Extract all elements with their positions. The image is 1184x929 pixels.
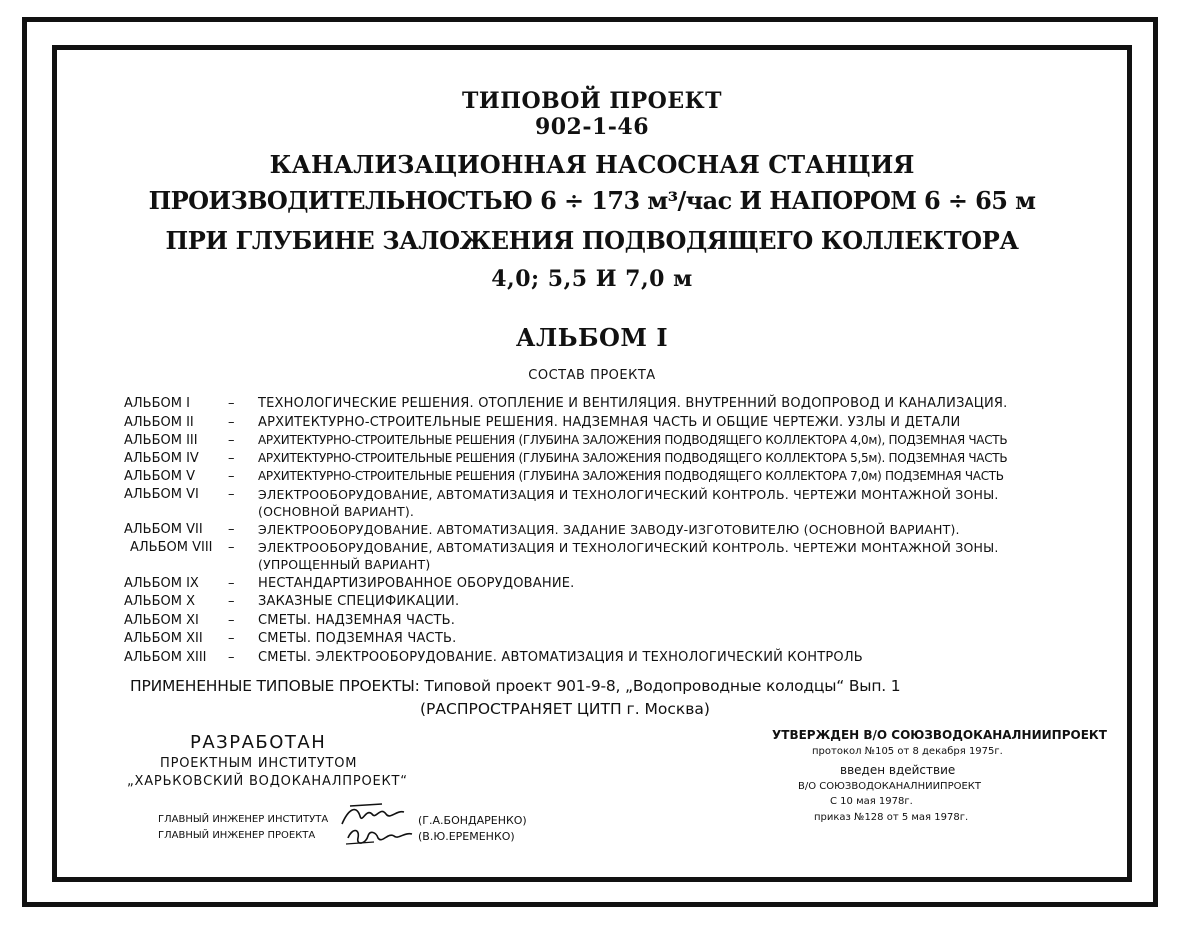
album-code: АЛЬБОМ IX	[124, 576, 199, 591]
album-description: АРХИТЕКТУРНО-СТРОИТЕЛЬНЫЕ РЕШЕНИЯ (ГЛУБИНА ЗАЛОЖЕНИЯ ПОДВОДЯЩЕГО КОЛЛЕКТОРА 4,0м), ПОДЗЕМНАЯ ЧАСТЬ	[258, 433, 1008, 447]
album-code: АЛЬБОМ XI	[124, 613, 199, 628]
album-description: НЕСТАНДАРТИЗИРОВАННОЕ ОБОРУДОВАНИЕ.	[258, 576, 575, 591]
album-description: СМЕТЫ. НАДЗЕМНАЯ ЧАСТЬ.	[258, 613, 456, 628]
album-description: ЭЛЕКТРООБОРУДОВАНИЕ, АВТОМАТИЗАЦИЯ И ТЕХНОЛОГИЧЕСКИЙ КОНТРОЛЬ. ЧЕРТЕЖИ МОНТАЖНОЙ ЗОНЫ.	[258, 540, 999, 555]
project-number: 902-1-46	[534, 114, 650, 140]
album-dash: –	[228, 487, 235, 502]
developed-institute: „ХАРЬКОВСКИЙ ВОДОКАНАЛПРОЕКТ“	[127, 774, 408, 789]
album-code: АЛЬБОМ VI	[124, 487, 199, 502]
album-description: АРХИТЕКТУРНО-СТРОИТЕЛЬНЫЕ РЕШЕНИЯ (ГЛУБИНА ЗАЛОЖЕНИЯ ПОДВОДЯЩЕГО КОЛЛЕКТОРА 7,0м) ПОДЗЕМНАЯ ЧАСТЬ	[258, 469, 1004, 483]
album-description-cont: (УПРОЩЕННЫЙ ВАРИАНТ)	[258, 557, 431, 572]
album-description-cont: (ОСНОВНОЙ ВАРИАНТ).	[258, 504, 415, 519]
signature-eremenko	[344, 822, 416, 853]
album-dash: –	[228, 594, 235, 609]
album-code: АЛЬБОМ XII	[124, 631, 203, 646]
album-dash: –	[228, 522, 235, 537]
album-code: АЛЬБОМ XIII	[124, 650, 207, 665]
album-code: АЛЬБОМ I	[124, 396, 190, 411]
album-code: АЛЬБОМ III	[124, 433, 198, 448]
album-description: ЭЛЕКТРООБОРУДОВАНИЕ. АВТОМАТИЗАЦИЯ. ЗАДАНИЕ ЗАВОДУ-ИЗГОТОВИТЕЛЮ (ОСНОВНОЙ ВАРИАНТ).	[258, 522, 960, 537]
album-description: СМЕТЫ. ЭЛЕКТРООБОРУДОВАНИЕ. АВТОМАТИЗАЦИЯ И ТЕХНОЛОГИЧЕСКИЙ КОНТРОЛЬ	[258, 650, 863, 665]
composition-title: СОСТАВ ПРОЕКТА	[528, 368, 656, 383]
album-code: АЛЬБОМ IV	[124, 451, 199, 466]
album-dash: –	[228, 631, 235, 646]
chief-project-name: (В.Ю.ЕРЕМЕНКО)	[418, 830, 515, 843]
approval-date: С 10 мая 1978г.	[830, 796, 913, 807]
album-dash: –	[228, 396, 235, 411]
chief-project-label: ГЛАВНЫЙ ИНЖЕНЕР ПРОЕКТА	[158, 830, 316, 841]
applied-projects: ПРИМЕНЕННЫЕ ТИПОВЫЕ ПРОЕКТЫ: Типовой проект 901-9-8, „Водопроводные колодцы“ Вып. 1	[130, 677, 901, 695]
project-capacity: ПРОИЗВОДИТЕЛЬНОСТЬЮ 6 ÷ 173 м³/час И НАПОРОМ 6 ÷ 65 м	[148, 186, 1036, 215]
developed-line1: ПРОЕКТНЫМ ИНСТИТУТОМ	[160, 756, 358, 771]
project-name: КАНАЛИЗАЦИОННАЯ НАСОСНАЯ СТАНЦИЯ	[269, 150, 915, 179]
album-dash: –	[228, 433, 235, 448]
album-dash: –	[228, 540, 235, 555]
album-description: ЭЛЕКТРООБОРУДОВАНИЕ, АВТОМАТИЗАЦИЯ И ТЕХНОЛОГИЧЕСКИЙ КОНТРОЛЬ. ЧЕРТЕЖИ МОНТАЖНОЙ ЗОНЫ.	[258, 487, 999, 502]
album-dash: –	[228, 650, 235, 665]
album-code: АЛЬБОМ V	[124, 469, 195, 484]
album-code: АЛЬБОМ VIII	[130, 540, 213, 555]
chief-institute-name: (Г.А.БОНДАРЕНКО)	[418, 814, 527, 827]
album-dash: –	[228, 613, 235, 628]
album-description: ТЕХНОЛОГИЧЕСКИЕ РЕШЕНИЯ. ОТОПЛЕНИЕ И ВЕНТИЛЯЦИЯ. ВНУТРЕННИЙ ВОДОПРОВОД И КАНАЛИЗАЦИЯ.	[258, 396, 1008, 411]
approval-protocol: протокол №105 от 8 декабря 1975г.	[812, 746, 1003, 757]
approval-order: приказ №128 от 5 мая 1978г.	[814, 812, 969, 823]
project-depth: ПРИ ГЛУБИНЕ ЗАЛОЖЕНИЯ ПОДВОДЯЩЕГО КОЛЛЕКТОРА	[165, 226, 1019, 255]
album-dash: –	[228, 451, 235, 466]
approval-organization: В/О СОЮЗВОДОКАНАЛНИИПРОЕКТ	[798, 781, 982, 792]
applied-distributor: (РАСПРОСТРАНЯЕТ ЦИТП г. Москва)	[420, 700, 710, 718]
album-description: АРХИТЕКТУРНО-СТРОИТЕЛЬНЫЕ РЕШЕНИЯ. НАДЗЕМНАЯ ЧАСТЬ И ОБЩИЕ ЧЕРТЕЖИ. УЗЛЫ И ДЕТАЛИ	[258, 415, 961, 430]
album-title: АЛЬБОМ I	[515, 323, 669, 352]
album-description: ЗАКАЗНЫЕ СПЕЦИФИКАЦИИ.	[258, 594, 460, 609]
approval-line1: УТВЕРЖДЕН В/О СОЮЗВОДОКАНАЛНИИПРОЕКТ	[772, 728, 1107, 742]
album-description: АРХИТЕКТУРНО-СТРОИТЕЛЬНЫЕ РЕШЕНИЯ (ГЛУБИНА ЗАЛОЖЕНИЯ ПОДВОДЯЩЕГО КОЛЛЕКТОРА 5,5м). ПОДЗЕМНАЯ ЧАСТЬ	[258, 451, 1008, 465]
album-dash: –	[228, 576, 235, 591]
album-code: АЛЬБОМ X	[124, 594, 195, 609]
album-description: СМЕТЫ. ПОДЗЕМНАЯ ЧАСТЬ.	[258, 631, 457, 646]
project-depth-values: 4,0; 5,5 И 7,0 м	[491, 266, 693, 292]
album-code: АЛЬБОМ VII	[124, 522, 203, 537]
chief-institute-label: ГЛАВНЫЙ ИНЖЕНЕР ИНСТИТУТА	[158, 814, 329, 825]
album-dash: –	[228, 469, 235, 484]
developed-title: РАЗРАБОТАН	[190, 732, 327, 753]
project-type-title: ТИПОВОЙ ПРОЕКТ	[462, 88, 722, 114]
album-code: АЛЬБОМ II	[124, 415, 194, 430]
approval-enacted: введен вдействие	[840, 763, 956, 777]
album-dash: –	[228, 415, 235, 430]
